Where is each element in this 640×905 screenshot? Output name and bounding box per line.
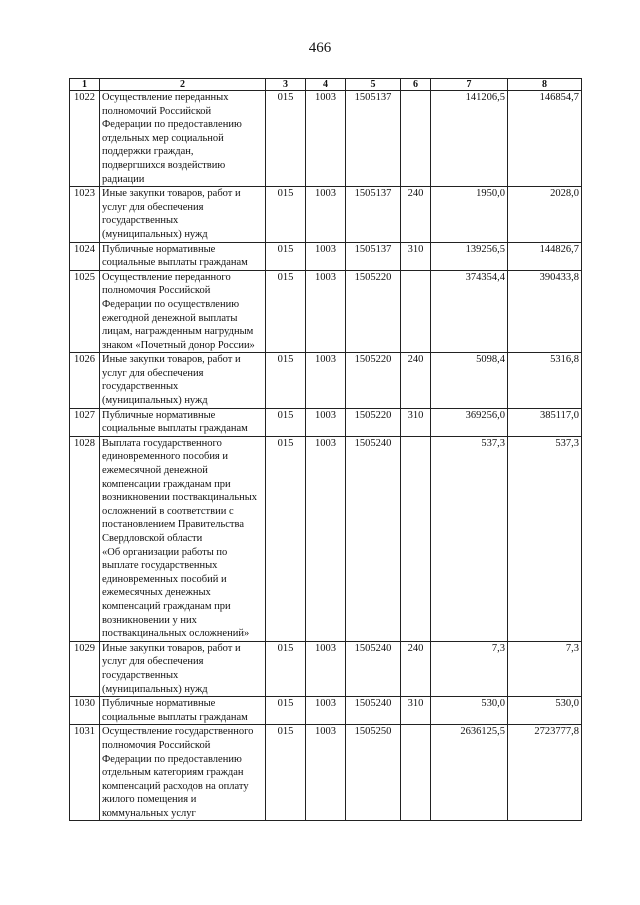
row-name-cell: [100, 270, 266, 353]
amount-year1-cell: 141206,5: [431, 91, 508, 187]
row-name-line: осложнений в соответствии с: [102, 505, 234, 517]
amount-year1-cell: 139256,5: [431, 242, 508, 270]
column-header: 2: [100, 79, 266, 91]
table-row: [70, 408, 582, 436]
ministry-code-cell: 015: [266, 270, 306, 353]
row-name-line: ежемесячной денежной: [102, 465, 208, 477]
row-name-line: Публичные нормативные: [102, 698, 216, 710]
target-article-cell: 1505240: [346, 436, 401, 641]
table-row: [70, 270, 582, 353]
row-name-line: знаком «Почетный донор России»: [102, 339, 255, 351]
target-article-cell: 1505250: [346, 725, 401, 821]
amount-year2-cell: 5316,8: [508, 353, 582, 408]
row-name-line: Федерации по предоставлению: [102, 119, 242, 131]
row-name-line: коммунальных услуг: [102, 807, 196, 819]
row-name-line: Иные закупки товаров, работ и: [102, 642, 241, 654]
section-code-cell: 1003: [306, 697, 346, 725]
row-name-line: Иные закупки товаров, работ и: [102, 188, 241, 200]
row-name-line: компенсации гражданам при: [102, 478, 231, 490]
row-name-line: «Об организации работы по: [102, 546, 228, 558]
amount-year1-cell: 530,0: [431, 697, 508, 725]
amount-year1-cell: 5098,4: [431, 353, 508, 408]
row-number-cell: 1031: [70, 725, 100, 821]
row-name-line: Иные закупки товаров, работ и: [102, 354, 241, 366]
expense-type-cell: [401, 436, 431, 641]
row-name-cell: [100, 242, 266, 270]
column-header: 4: [306, 79, 346, 91]
row-number-cell: 1024: [70, 242, 100, 270]
amount-year2-cell: 530,0: [508, 697, 582, 725]
row-number-cell: 1022: [70, 91, 100, 187]
table-row: [70, 697, 582, 725]
target-article-cell: 1505220: [346, 270, 401, 353]
expense-type-cell: 240: [401, 641, 431, 696]
expense-type-cell: 240: [401, 187, 431, 242]
expense-type-cell: 310: [401, 242, 431, 270]
target-article-cell: 1505240: [346, 641, 401, 696]
row-name-line: социальные выплаты гражданам: [102, 423, 248, 435]
amount-year1-cell: 369256,0: [431, 408, 508, 436]
ministry-code-cell: 015: [266, 187, 306, 242]
ministry-code-cell: 015: [266, 91, 306, 187]
section-code-cell: 1003: [306, 242, 346, 270]
target-article-cell: 1505220: [346, 408, 401, 436]
table-row: [70, 91, 582, 187]
row-name-line: ежегодной денежной выплаты: [102, 312, 238, 324]
amount-year1-cell: 374354,4: [431, 270, 508, 353]
expense-type-cell: 310: [401, 697, 431, 725]
section-code-cell: 1003: [306, 270, 346, 353]
table-body: [70, 91, 582, 821]
amount-year2-cell: 2028,0: [508, 187, 582, 242]
row-name-line: государственных: [102, 215, 179, 227]
row-name-line: услуг для обеспечения: [102, 656, 204, 668]
row-name-line: Осуществление переданных: [102, 92, 229, 103]
budget-table: [69, 78, 582, 821]
row-name-line: отдельным категориям граждан: [102, 767, 244, 779]
row-name-line: выплате государственных: [102, 560, 218, 572]
row-name-line: возникновении у них: [102, 614, 197, 626]
row-number-cell: 1028: [70, 436, 100, 641]
row-number-cell: 1029: [70, 641, 100, 696]
section-code-cell: 1003: [306, 187, 346, 242]
row-number-cell: 1023: [70, 187, 100, 242]
row-name-cell: [100, 408, 266, 436]
row-name-line: ежемесячных денежных: [102, 587, 211, 599]
row-name-line: Федерации по предоставлению: [102, 753, 242, 765]
row-name-cell: [100, 725, 266, 821]
amount-year2-cell: 385117,0: [508, 408, 582, 436]
amount-year2-cell: 146854,7: [508, 91, 582, 187]
expense-type-cell: [401, 270, 431, 353]
expense-type-cell: [401, 725, 431, 821]
table-row: [70, 436, 582, 641]
table-row: [70, 187, 582, 242]
amount-year1-cell: 7,3: [431, 641, 508, 696]
row-name-line: (муниципальных) нужд: [102, 683, 208, 695]
column-header: 1: [70, 79, 100, 91]
row-name-line: Осуществление государственного: [102, 726, 254, 738]
section-code-cell: 1003: [306, 408, 346, 436]
column-header: 5: [346, 79, 401, 91]
amount-year2-cell: 7,3: [508, 641, 582, 696]
row-name-cell: [100, 697, 266, 725]
row-number-cell: 1025: [70, 270, 100, 353]
row-name-cell: [100, 91, 266, 187]
row-name-cell: [100, 353, 266, 408]
table-header-row: [70, 79, 582, 91]
expense-type-cell: 310: [401, 408, 431, 436]
target-article-cell: 1505137: [346, 91, 401, 187]
ministry-code-cell: 015: [266, 408, 306, 436]
column-header: 3: [266, 79, 306, 91]
row-name-cell: [100, 641, 266, 696]
section-code-cell: 1003: [306, 436, 346, 641]
row-name-line: государственных: [102, 669, 179, 681]
amount-year2-cell: 390433,8: [508, 270, 582, 353]
row-name-line: услуг для обеспечения: [102, 201, 204, 213]
row-name-line: полномочия Российской: [102, 285, 211, 297]
row-name-line: лицам, награжденным нагрудным: [102, 326, 254, 338]
section-code-cell: 1003: [306, 91, 346, 187]
row-name-line: социальные выплаты гражданам: [102, 257, 248, 269]
table-row: [70, 641, 582, 696]
amount-year1-cell: 537,3: [431, 436, 508, 641]
ministry-code-cell: 015: [266, 242, 306, 270]
ministry-code-cell: 015: [266, 353, 306, 408]
expense-type-cell: [401, 91, 431, 187]
amount-year2-cell: 2723777,8: [508, 725, 582, 821]
row-name-line: Свердловской области: [102, 533, 203, 544]
section-code-cell: 1003: [306, 725, 346, 821]
row-name-line: Федерации по осуществлению: [102, 298, 240, 310]
row-name-line: отдельных мер социальной: [102, 132, 224, 144]
row-number-cell: 1027: [70, 408, 100, 436]
table-row: [70, 353, 582, 408]
row-name-line: компенсаций расходов на оплату: [102, 780, 249, 792]
target-article-cell: 1505137: [346, 187, 401, 242]
row-name-line: постановлением Правительства: [102, 519, 245, 531]
row-name-line: государственных: [102, 381, 179, 393]
row-name-line: поддержки граждан,: [102, 146, 194, 158]
row-name-line: социальные выплаты гражданам: [102, 711, 248, 723]
row-name-line: Осуществление переданного: [102, 271, 231, 283]
table-row: [70, 725, 582, 821]
row-name-cell: [100, 436, 266, 641]
row-name-line: возникновении поствакцинальных: [102, 492, 258, 504]
ministry-code-cell: 015: [266, 725, 306, 821]
column-header: 8: [508, 79, 582, 91]
row-name-line: Публичные нормативные: [102, 243, 216, 255]
column-header: 6: [401, 79, 431, 91]
row-number-cell: 1026: [70, 353, 100, 408]
row-name-line: подвергшихся воздействию: [102, 159, 226, 171]
row-name-line: компенсаций гражданам при: [102, 600, 231, 612]
row-name-line: Выплата государственного: [102, 437, 222, 449]
row-name-line: жилого помещения и: [102, 794, 197, 806]
row-name-line: радиации: [102, 173, 145, 185]
row-name-line: полномочия Российской: [102, 739, 211, 751]
table-row: [70, 242, 582, 270]
row-name-line: поствакцинальных осложнений»: [102, 628, 250, 640]
row-name-line: единовременного пособия и: [102, 451, 229, 463]
row-name-line: (муниципальных) нужд: [102, 228, 208, 240]
row-name-line: полномочий Российской: [102, 105, 212, 117]
target-article-cell: 1505220: [346, 353, 401, 408]
ministry-code-cell: 015: [266, 697, 306, 725]
row-name-line: единовременных пособий и: [102, 573, 227, 585]
row-name-cell: [100, 187, 266, 242]
page-number: 466: [308, 40, 332, 56]
amount-year1-cell: 2636125,5: [431, 725, 508, 821]
amount-year2-cell: 144826,7: [508, 242, 582, 270]
expense-type-cell: 240: [401, 353, 431, 408]
row-number-cell: 1030: [70, 697, 100, 725]
row-name-line: Публичные нормативные: [102, 409, 216, 421]
amount-year1-cell: 1950,0: [431, 187, 508, 242]
ministry-code-cell: 015: [266, 641, 306, 696]
row-name-line: услуг для обеспечения: [102, 367, 204, 379]
section-code-cell: 1003: [306, 641, 346, 696]
amount-year2-cell: 537,3: [508, 436, 582, 641]
target-article-cell: 1505240: [346, 697, 401, 725]
section-code-cell: 1003: [306, 353, 346, 408]
column-header: 7: [431, 79, 508, 91]
ministry-code-cell: 015: [266, 436, 306, 641]
row-name-line: (муниципальных) нужд: [102, 395, 208, 407]
target-article-cell: 1505137: [346, 242, 401, 270]
